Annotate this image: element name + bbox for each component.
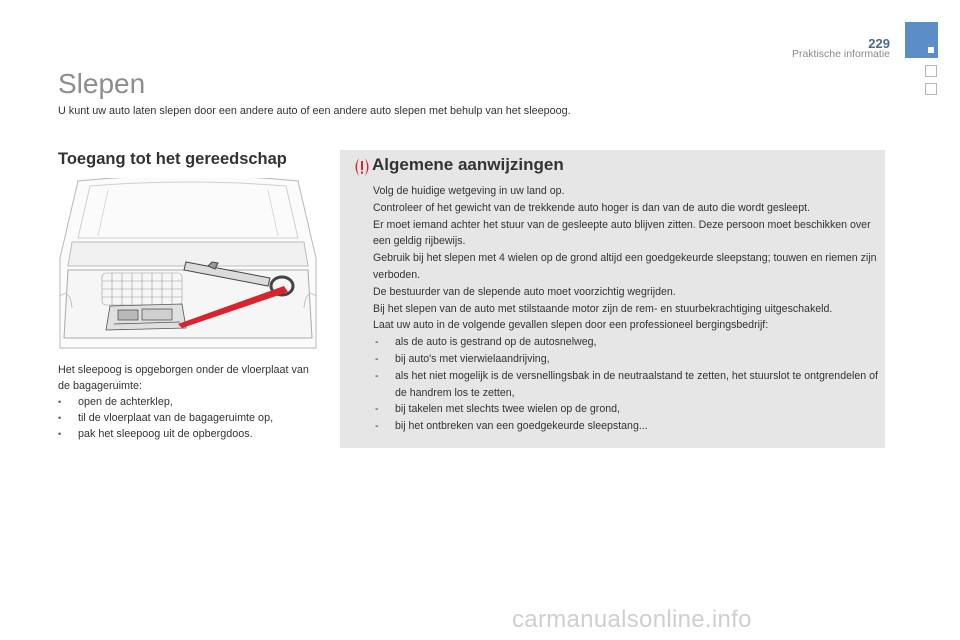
- dash-marker: -: [375, 369, 379, 382]
- case-text: bij takelen met slechts twee wielen op de grond,: [395, 403, 620, 416]
- chapter-tab-box: [925, 65, 937, 77]
- instructions-paragraph: Het sleepoog is opgeborgen onder de vloerplaat van de bagageruimte:: [58, 364, 309, 392]
- tool-box: [106, 304, 186, 330]
- step-list: [58, 394, 320, 442]
- section-heading: Toegang tot het gereedschap: [58, 150, 287, 168]
- list-item: [58, 410, 320, 426]
- intro-text: U kunt uw auto laten slepen door een andere auto of een andere auto slepen met behulp van het sleepoog.: [58, 105, 571, 117]
- dash-marker: -: [375, 352, 379, 365]
- list-item: [373, 418, 879, 435]
- case-text: bij het ontbreken van een goedgekeurde sleepstang...: [395, 420, 648, 433]
- instructions: [58, 362, 320, 442]
- dash-marker: -: [375, 420, 379, 433]
- dash-marker: -: [375, 403, 379, 416]
- notice-body: [373, 183, 879, 435]
- list-item: [373, 351, 879, 368]
- watermark: carmanualsonline.info: [512, 606, 752, 633]
- bullet-icon: •: [58, 429, 62, 439]
- step-text: til de vloerplaat van de bagageruimte op,: [78, 412, 274, 424]
- trunk-illustration: [58, 178, 318, 350]
- chapter-tab-box: [925, 83, 937, 95]
- list-item: [58, 426, 320, 442]
- list-item: [373, 368, 879, 402]
- notice-box: [340, 150, 885, 448]
- bullet-icon: •: [58, 413, 62, 423]
- section-name: Praktische informatie: [791, 48, 890, 60]
- page-title: Slepen: [58, 68, 146, 99]
- notice-paragraph: Er moet iemand achter het stuur van de gesleepte auto blijven zitten. Deze persoon moet beschikken over een geldig rijbewijs.: [373, 218, 871, 248]
- page-number: 229: [868, 36, 890, 51]
- notice-paragraph: Volg de huidige wetgeving in uw land op.: [373, 185, 565, 197]
- notice-paragraph: Controleer of het gewicht van de trekkende auto hoger is dan van de auto die wordt gesleept.: [373, 201, 810, 214]
- warning-icon: [352, 156, 372, 178]
- notice-heading: Algemene aanwijzingen: [372, 155, 564, 174]
- list-item: [58, 394, 320, 410]
- list-item: [373, 401, 879, 418]
- list-item: [373, 334, 879, 351]
- case-list: [373, 334, 879, 435]
- notice-paragraph: De bestuurder van de slepende auto moet voorzichtig wegrijden.: [373, 285, 676, 298]
- case-text: als de auto is gestrand op de autosnelweg,: [395, 336, 597, 349]
- notice-paragraph: Gebruik bij het slepen met 4 wielen op de grond altijd een goedgekeurde sleepstang; touwen en riemen zijn verboden.: [373, 252, 877, 281]
- step-text: pak het sleepoog uit de opbergdoos.: [78, 428, 253, 440]
- step-text: open de achterklep,: [78, 396, 173, 408]
- case-text: bij auto's met vierwielaandrijving,: [395, 352, 550, 365]
- notice-paragraph: Bij het slepen van de auto met stilstaande motor zijn de rem- en stuurbekrachtiging uitgeschakeld.: [373, 302, 833, 315]
- notice-paragraph: Laat uw auto in de volgende gevallen slepen door een professioneel bergingsbedrijf:: [373, 319, 769, 332]
- chapter-tab-marker: [928, 47, 934, 53]
- dash-marker: -: [375, 336, 379, 349]
- case-text: als het niet mogelijk is de versnellingsbak in de neutraalstand te zetten, het stuurslot te ontgrendelen of de handrem los te zetten,: [395, 369, 878, 399]
- bullet-icon: •: [58, 397, 62, 407]
